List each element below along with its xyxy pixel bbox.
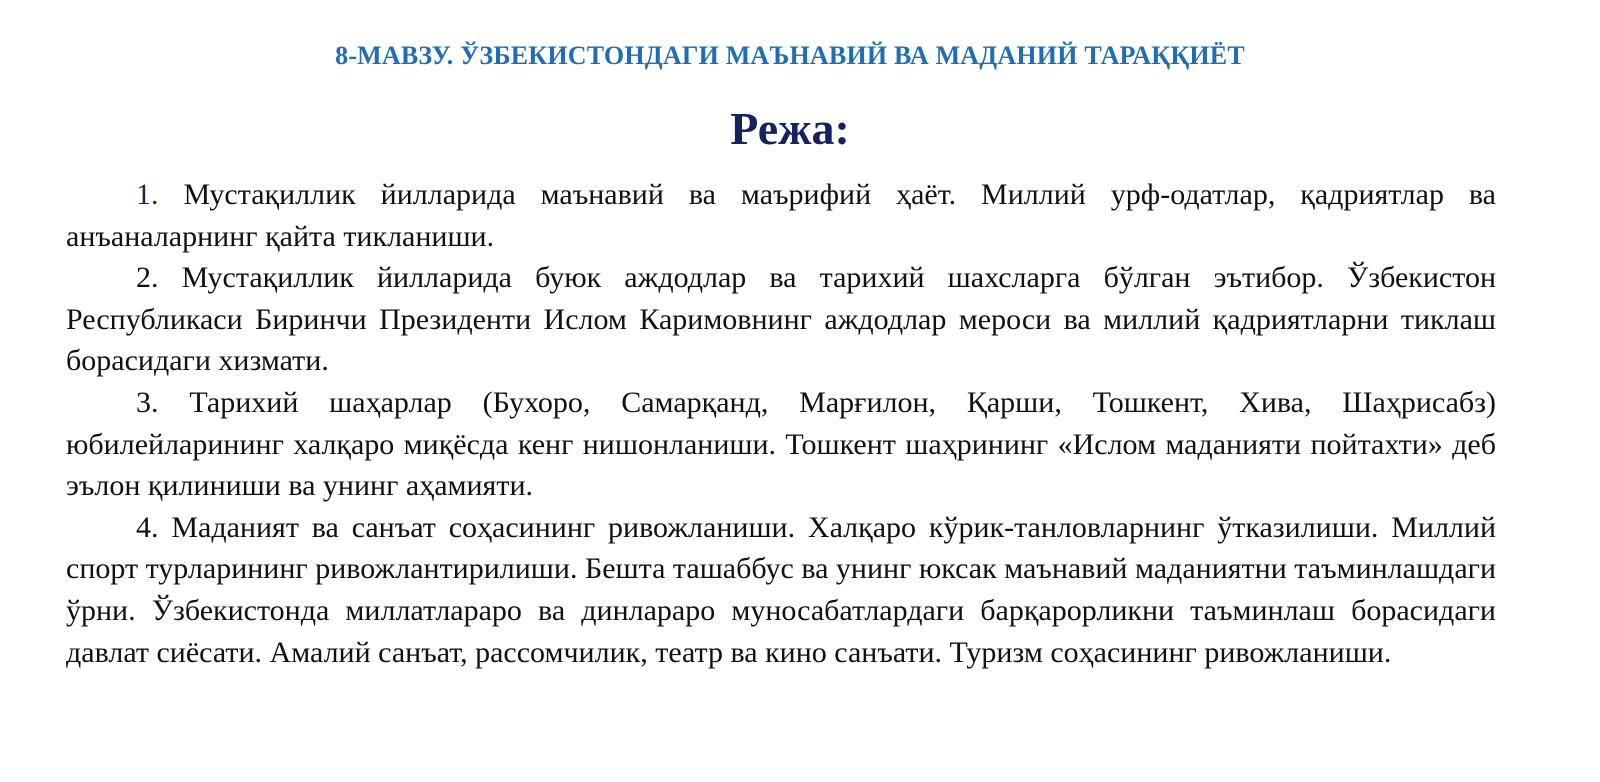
plan-item-number: 1. bbox=[136, 178, 159, 211]
plan-item-4 bbox=[66, 507, 1496, 673]
plan-item-3 bbox=[66, 382, 1496, 507]
topic-title: 8-МАВЗУ. ЎЗБЕКИСТОНДАГИ МАЪНАВИЙ ВА МАДАНИЙ ТАРАҚҚИЁТ bbox=[335, 41, 1245, 70]
plan-item-number: 2. bbox=[136, 261, 159, 295]
plan-item-text: Мустақиллик йилларида буюк аждодлар ва тарихий шахсларга бўлган эътибор. Ўзбекистон Республикаси Биринчи Президенти Ислом Каримовнинг аждодлар мероси ва миллий қадриятларни тиклаш борасидаги хизмати. bbox=[66, 261, 1497, 378]
plan-list bbox=[66, 174, 1496, 673]
plan-item-text: Мустақиллик йилларида маънавий ва маърифий ҳаёт. Миллий урф-одатлар, қадриятлар ва анъаналарнинг қайта тикланиши. bbox=[66, 178, 1496, 253]
plan-item-text: Тарихий шаҳарлар (Бухоро, Самарқанд, Марғилон, Қарши, Тошкент, Хива, Шаҳрисабз) юбилейларининг халқаро миқёсда кенг нишонланиши. Тошкент шаҳрининг «Ислом маданияти пойтахти» деб эълон қилиниши ва унинг аҳамияти. bbox=[66, 385, 1496, 503]
plan-item-2 bbox=[66, 257, 1496, 382]
plan-heading: Режа: bbox=[730, 103, 850, 154]
plan-item-text: Маданият ва санъат соҳасининг ривожланиши. Халқаро кўрик-танловларнинг ўтказилиши. Миллий спорт турларининг ривожлантирилиши. Бешта ташаббус ва унинг юксак маънавий маданиятни таъминлашдаги ўрни. Ўзбекистонда миллатлараро ва динлараро муносабатлардаги барқарорликни таъминлаш борасидаги давлат сиёсати. Амалий санъат, рассомчилик, театр ва кино санъати. Туризм соҳасининг ривожланиши. bbox=[66, 510, 1496, 669]
plan-item-1 bbox=[66, 174, 1496, 257]
plan-item-number: 3. bbox=[136, 385, 159, 419]
plan-item-number: 4. bbox=[136, 510, 159, 544]
